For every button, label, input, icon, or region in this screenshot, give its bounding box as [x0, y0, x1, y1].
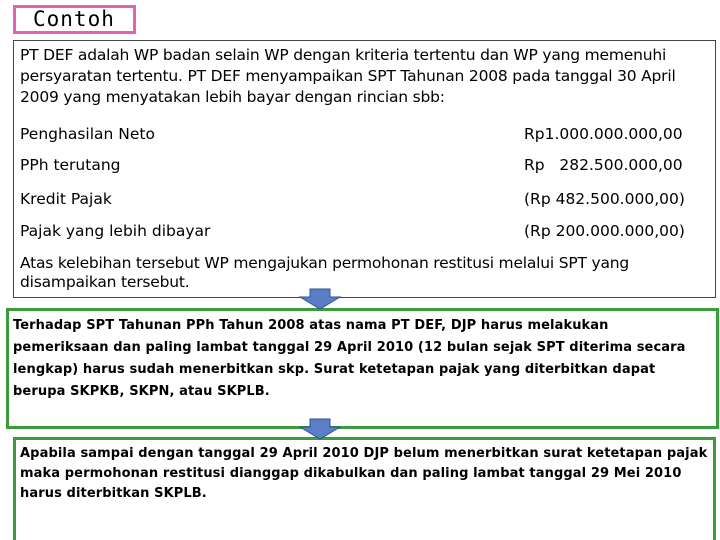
- down-arrow-icon: [298, 288, 342, 310]
- row-penghasilan-neto: [20, 122, 710, 146]
- closing-text: Atas kelebihan tersebut WP mengajukan permohonan restitusi melalui SPT yang disampaikan tersebut.: [20, 254, 630, 291]
- refund-text: Apabila sampai dengan tanggal 29 April 2010 DJP belum menerbitkan surat ketetapan pajak maka permohonan restitusi dianggap dikabulkan dan paling lambat tanggal 29 Mei 2010 harus diterbitkan SKPLB.: [20, 446, 708, 501]
- examination-box: [6, 308, 719, 429]
- row-value: (Rp 200.000.000,00): [524, 222, 685, 240]
- row-pph-terutang: [20, 153, 710, 177]
- refund-box: [13, 437, 716, 540]
- row-label: Pajak yang lebih dibayar: [20, 222, 211, 240]
- down-arrow-icon: [298, 418, 342, 440]
- row-label: PPh terutang: [20, 156, 121, 174]
- intro-text: PT DEF adalah WP badan selain WP dengan kriteria tertentu dan WP yang memenuhi persyaratan tertentu. PT DEF menyampaikan SPT Tahunan 2008 pada tanggal 30 April 2009 yang menyatakan lebih bayar dengan rincian sbb:: [20, 46, 676, 106]
- row-pajak-lebih-dibayar: [20, 219, 710, 243]
- row-label: Penghasilan Neto: [20, 125, 155, 143]
- row-kredit-pajak: [20, 187, 710, 211]
- row-value: Rp1.000.000.000,00: [524, 125, 683, 143]
- row-value: (Rp 482.500.000,00): [524, 190, 685, 208]
- row-label: Kredit Pajak: [20, 190, 112, 208]
- slide-title: Contoh: [13, 5, 136, 34]
- examination-text: Terhadap SPT Tahunan PPh Tahun 2008 atas nama PT DEF, DJP harus melakukan pemeriksaan dan paling lambat tanggal 29 April 2010 (12 bulan sejak SPT diterima secara lengkap) harus sudah menerbitkan skp. Surat ketetapan pajak yang diterbitkan dapat berupa SKPKB, SKPN, atau SKPLB.: [13, 318, 686, 399]
- row-value: Rp 282.500.000,00: [524, 156, 683, 174]
- example-box: [13, 40, 716, 298]
